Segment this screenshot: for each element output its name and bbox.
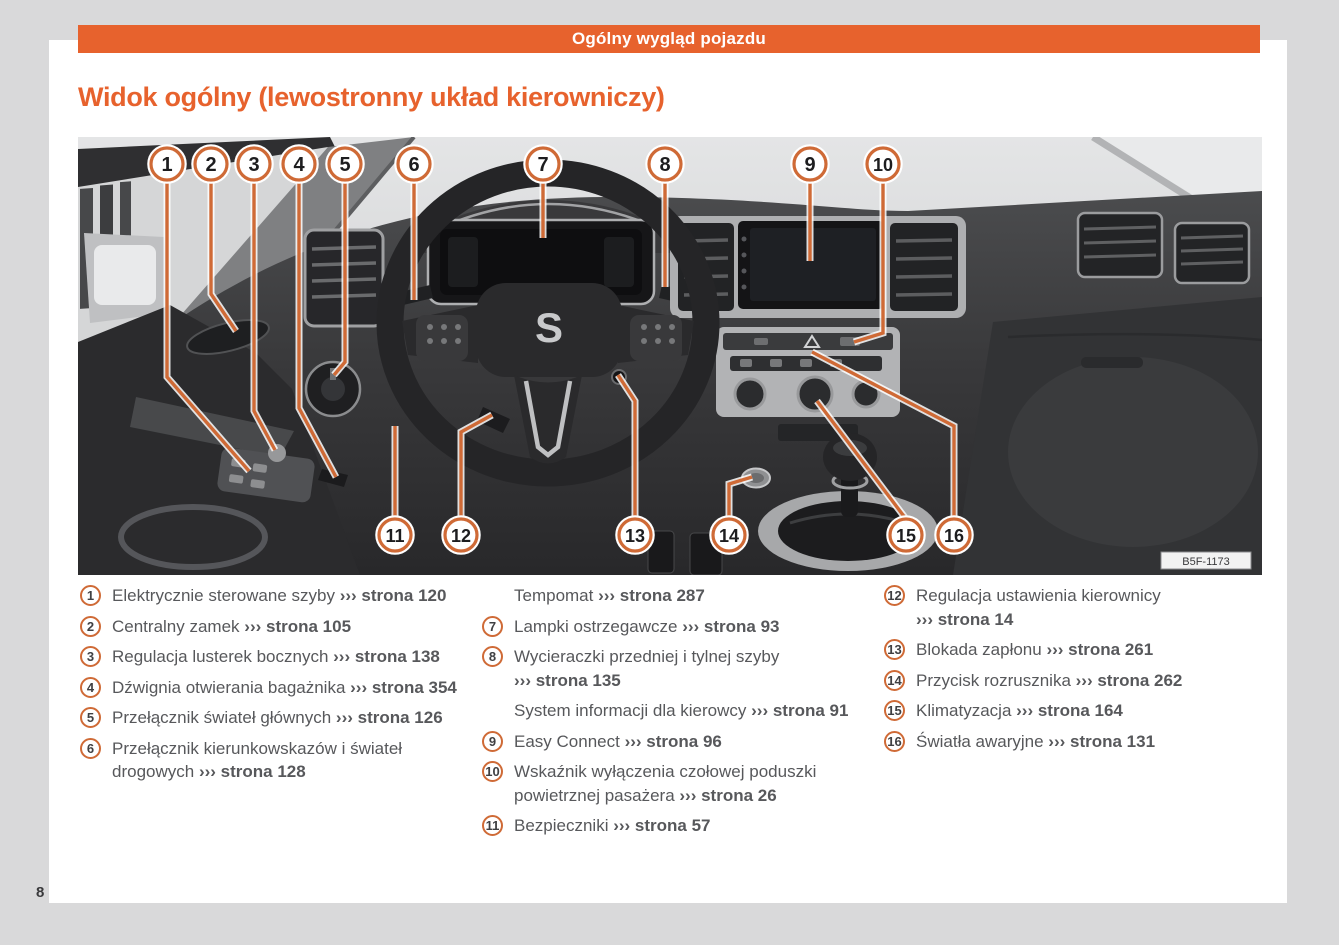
legend-item-text: Przełącznik kierunkowskazów i świateł drogowych ››› strona 128 [112,738,403,781]
legend-item-4 [80,676,482,700]
legend-item-text: Elektrycznie sterowane szyby ››› strona 120 [112,586,447,605]
legend-column-3 [884,584,1264,760]
legend-item-number: 2 [80,616,101,637]
headlight-switch [306,362,360,416]
callout-number: 14 [718,526,740,546]
legend-item-text: Lampki ostrzegawcze ››› strona 93 [514,616,780,636]
chapter-header-bar [78,25,1260,53]
legend-item-number: 5 [80,707,101,728]
legend-item-text: Easy Connect ››› strona 96 [514,731,722,751]
legend-item-number: 12 [884,585,905,606]
climate-knob-center [798,377,832,411]
legend-item-number: 9 [482,731,503,752]
callout-number: 5 [339,154,351,176]
callout-number: 10 [872,155,894,175]
legend-item-text: Blokada zapłonu ››› strona 261 [916,640,1154,659]
callout-number: 12 [450,526,472,546]
chapter-title: Ogólny wygląd pojazdu [571,29,767,48]
legend-item-14 [884,669,1264,693]
legend-item-text: Światła awaryjne ››› strona 131 [916,731,1156,751]
climate-knob-left [735,379,765,409]
callout-number: 13 [624,526,646,546]
legend-item-number: 7 [482,616,503,637]
legend-item-text: Dźwignia otwierania bagażnika ››› strona 354 [112,677,457,697]
legend-item-number: 3 [80,646,101,667]
seat [1008,357,1258,547]
legend-item-number: 1 [80,585,101,606]
legend-item-8 [482,645,884,692]
legend-item-text: Centralny zamek ››› strona 105 [112,616,352,636]
legend-item-7 [482,615,884,639]
legend-item-text: Regulacja ustawienia kierownicy ››› strona 14 [916,586,1161,629]
callout-number: 8 [659,154,671,176]
legend-item-continued [482,584,884,608]
callout-number: 11 [385,526,405,546]
legend-item-5 [80,706,482,730]
legend-item-number: 4 [80,677,101,698]
legend-item-number: 6 [80,738,101,759]
legend-item-text: Klimatyzacja ››› strona 164 [916,701,1123,720]
legend-item-continued [482,699,884,723]
page-title: Widok ogólny (lewostronny układ kierowniczy) [78,82,665,112]
callout-number: 3 [248,154,260,176]
legend-item-number: 13 [884,639,905,660]
legend-item-1 [80,584,482,608]
legend-item-text: Przełącznik świateł głównych ››› strona 126 [112,708,443,727]
legend-item-text: System informacji dla kierowcy ››› strona 91 [514,701,849,720]
legend-column-1 [80,584,482,791]
figure-code [1161,552,1251,569]
legend-item-text: Bezpieczniki ››› strona 57 [514,816,711,835]
legend-item-number: 11 [482,815,503,836]
legend-item-12 [884,584,1264,631]
legend-item-text: Tempomat ››› strona 287 [514,586,705,605]
legend-item-text: Wskaźnik wyłączenia czołowej poduszki powietrznej pasażera ››› strona 26 [514,762,817,805]
figure-code-label: B5F-1173 [1182,556,1230,568]
callout-number: 15 [895,526,917,546]
glovebox-handle [1081,357,1143,368]
legend-item-15 [884,699,1264,723]
legend [80,584,1270,845]
legend-item-number: 14 [884,670,905,691]
legend-item-16 [884,730,1264,754]
legend-item-text: Regulacja lusterek bocznych ››› strona 138 [112,647,440,666]
legend-item-13 [884,638,1264,662]
legend-item-11 [482,814,884,838]
legend-item-10 [482,760,884,807]
callout-number: 16 [943,526,965,546]
center-right-vent [890,223,958,311]
legend-item-number: 15 [884,700,905,721]
side-mirror-glass [94,245,156,305]
legend-item-6 [80,737,482,784]
callout-number: 6 [408,154,420,176]
legend-item-text: Przycisk rozrusznika ››› strona 262 [916,670,1183,690]
legend-item-text: Wycieraczki przedniej i tylnej szyby ››› strona 135 [514,647,780,690]
seat-logo: S [534,304,564,351]
legend-column-2 [482,584,884,845]
callout-number: 2 [205,154,217,176]
callout-number: 7 [537,154,549,176]
callout-number: 9 [804,154,816,176]
vehicle-interior-photo [78,137,1262,575]
legend-item-number: 16 [884,731,905,752]
page-number: 8 [36,884,45,901]
legend-item-number: 10 [482,761,503,782]
legend-item-3 [80,645,482,669]
callout-number: 1 [161,154,173,176]
legend-item-2 [80,615,482,639]
wheel-buttons-left [416,315,468,361]
wheel-buttons-right [630,315,682,361]
callout-number: 4 [293,154,305,176]
legend-item-number: 8 [482,646,503,667]
dashboard-figure [78,137,1262,575]
legend-item-9 [482,730,884,754]
